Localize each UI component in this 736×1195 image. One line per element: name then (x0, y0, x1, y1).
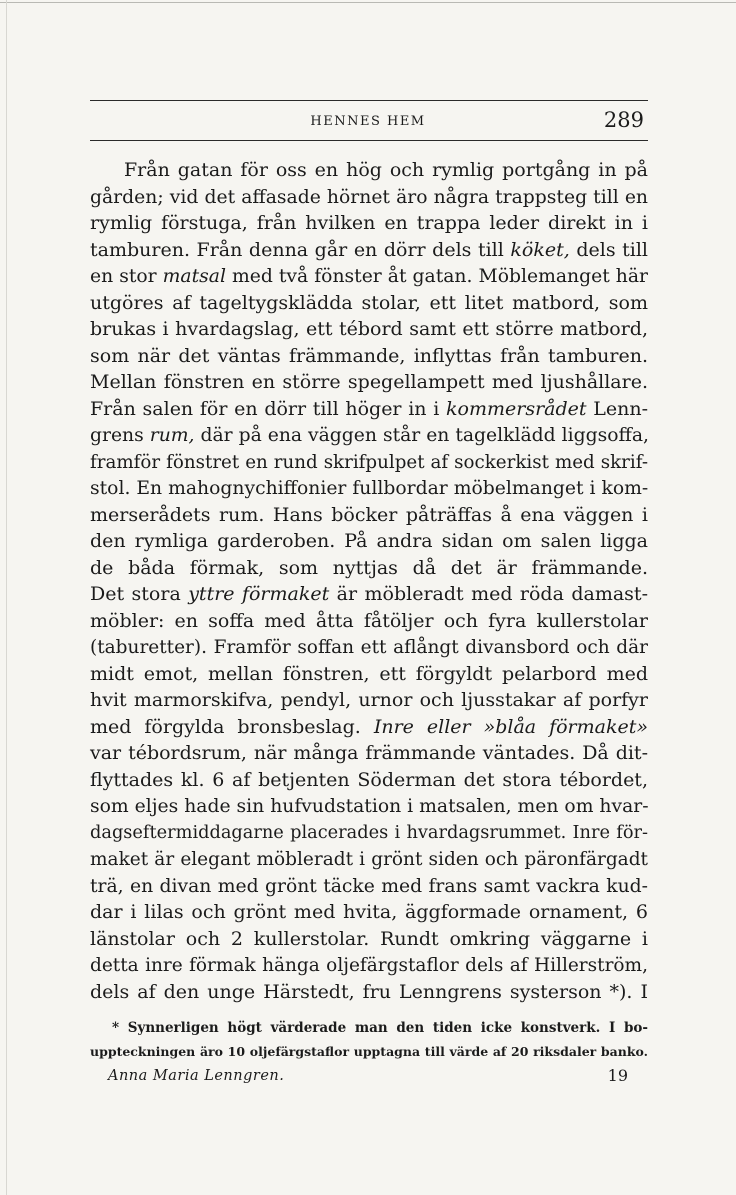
text-line (90, 422, 648, 449)
header-rule-bottom (90, 140, 648, 141)
sheet-number: 19 (607, 1066, 628, 1085)
text-run: Från gatan för oss en hög och rymlig portgång in på (124, 159, 648, 181)
header-rule-top (90, 100, 648, 101)
text-line (90, 661, 648, 688)
text-run: är möbleradt med röda damast- (329, 583, 648, 605)
text-line (90, 714, 648, 741)
text-line (90, 475, 648, 502)
page-number: 289 (603, 108, 644, 132)
text-line (90, 184, 648, 211)
text-line (90, 767, 648, 794)
footnote-line-2: uppteckningen äro 10 oljefärgstaflor upptagna till värde af 20 riksdaler banko. (90, 1044, 648, 1059)
text-run: där på ena väggen står en tagelklädd liggsoffa, (194, 425, 650, 446)
text-line (90, 316, 648, 343)
text-run: detta inre förmak hänga oljefärgstaflor dels af Hillerström, (90, 955, 648, 976)
text-line (90, 449, 648, 476)
text-line (90, 899, 648, 926)
text-line (90, 290, 648, 317)
text-line (90, 237, 648, 264)
text-run: hvit marmorskifva, pendyl, urnor och ljusstakar af porfyr (90, 689, 648, 711)
text-line (90, 740, 648, 767)
text-run: framför fönstret en rund skrifpulpet af sockerkist med skrif- (90, 452, 648, 473)
italic-text: matsal (162, 266, 226, 287)
text-run: den rymliga garderoben. På andra sidan om salen ligga (90, 530, 648, 552)
text-run: trä, en divan med grönt täcke med frans samt vackra kud- (90, 876, 648, 897)
text-line (90, 555, 648, 582)
text-run: stol. En mahognychiffonier fullbordar möbelmanget i kom- (90, 478, 649, 499)
text-run: Lenn- (586, 398, 649, 420)
text-run: var tébordsrum, när många främmande väntades. Då dit- (90, 742, 648, 764)
text-line (90, 952, 648, 979)
text-run: de båda förmak, som nyttjas då det är främmande. (90, 557, 648, 579)
text-line (90, 873, 648, 900)
italic-text: köket, (510, 239, 570, 261)
italic-text: yttre förmaket (188, 583, 330, 605)
text-line (90, 687, 648, 714)
text-run: midt emot, mellan fönstren, ett förgyldt pelarbord med (90, 663, 648, 685)
text-run: som eljes hade sin hufvudstation i matsalen, men om hvar- (90, 796, 649, 817)
scan-top-border (0, 2, 736, 3)
text-run: gården; vid det affasade hörnet äro några trappsteg till en (90, 187, 648, 208)
text-run: Det stora (90, 583, 189, 605)
signature-mark: Anna Maria Lenngren. (108, 1068, 285, 1084)
text-line (90, 820, 648, 847)
text-run: maket är elegant möbleradt i grönt siden och päronfärgadt (90, 849, 648, 870)
running-head: HENNES HEM (310, 114, 426, 129)
text-run: grens (90, 425, 150, 446)
italic-text: rum, (149, 425, 195, 446)
text-run: dagseftermiddagarne placerades i hvardagsrummet. Inre för- (90, 823, 648, 843)
text-line (90, 396, 648, 423)
scan-left-edge (6, 0, 7, 1195)
text-line (90, 581, 648, 608)
text-line (90, 263, 648, 290)
text-run: med två fönster åt gatan. Möblemanget här (225, 266, 648, 287)
text-run: som när det väntas främmande, inflyttas från tamburen. (90, 345, 648, 367)
text-run: Mellan fönstren en större spegellampett med ljushållare. (90, 371, 648, 393)
text-run: dar i lilas och grönt med hvita, äggformade ornament, 6 (90, 901, 648, 923)
text-run: merserådets rum. Hans böcker påträffas å ena väggen i (90, 504, 648, 526)
text-run: dels till (569, 239, 648, 261)
italic-text: kommersrådet (446, 398, 587, 420)
text-run: en stor (90, 266, 163, 287)
text-run: (taburetter). Framför soffan ett aflångt divansbord och där (90, 637, 648, 658)
footnote-line-1: * Synnerligen högt värderade man den tiden icke konstverk. I bo- (112, 1020, 648, 1036)
text-run: länstolar och 2 kullerstolar. Rundt omkring väggarne i (90, 928, 648, 950)
text-line (90, 502, 648, 529)
text-run: med förgylda bronsbeslag. (90, 716, 374, 738)
text-run: dels af den unge Härstedt, fru Lenngrens systerson *). I (90, 981, 648, 1003)
text-run: tamburen. Från denna går en dörr dels till (90, 239, 511, 261)
text-line (90, 846, 648, 873)
text-line (90, 343, 648, 370)
text-line (90, 793, 648, 820)
text-run: Från salen för en dörr till höger in i (90, 398, 447, 420)
text-run: rymlig förstuga, från hvilken en trappa leder direkt in i (90, 212, 648, 234)
text-line (90, 608, 648, 635)
text-line (124, 157, 648, 184)
text-line (90, 210, 648, 237)
text-line (90, 634, 648, 661)
text-run: möbler: en soffa med åtta fåtöljer och fyra kullerstolar (90, 610, 648, 632)
text-line (90, 979, 648, 1006)
text-line (90, 926, 648, 953)
text-line (90, 528, 648, 555)
text-run: utgöres af tageltygsklädda stolar, ett litet matbord, som (90, 292, 648, 314)
italic-text: Inre eller »blåa förmaket» (373, 716, 648, 738)
text-line (90, 369, 648, 396)
text-run: brukas i hvardagslag, ett tébord samt ett större matbord, (90, 318, 648, 340)
text-run: flyttades kl. 6 af betjenten Söderman det stora tébordet, (90, 769, 648, 791)
